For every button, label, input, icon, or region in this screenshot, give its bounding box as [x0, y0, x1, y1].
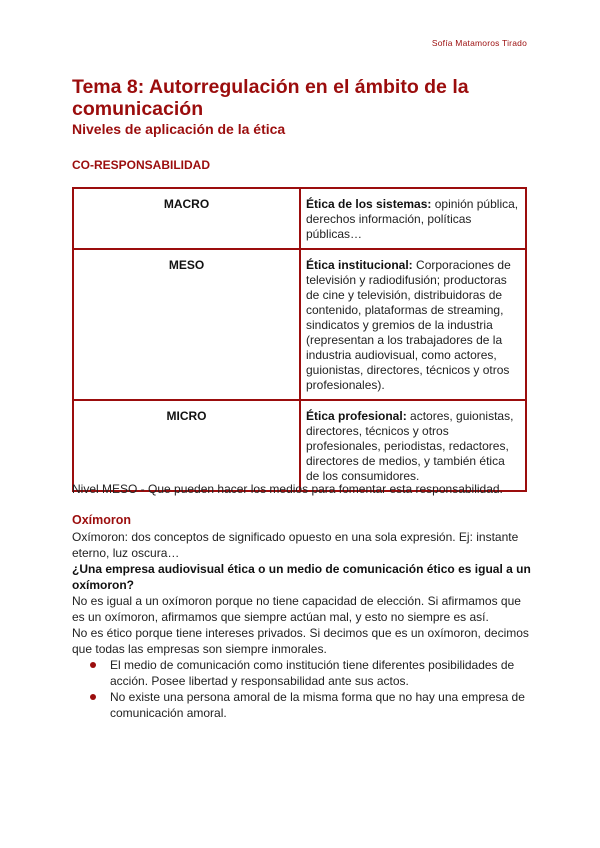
- page-title: Tema 8: Autorregulación en el ámbito de la comunicación: [72, 76, 469, 120]
- bullet-text: El medio de comunicación como institución tiene diferentes posibilidades de acción. Posee libertad y responsabilidad ante sus actos.: [110, 658, 515, 688]
- level-cell: [73, 400, 300, 491]
- table-row: [73, 249, 526, 400]
- oximoron-definition: Oxímoron: dos conceptos de significado opuesto en una sola expresión. Ej: instante eterno, luz oscura…: [72, 530, 519, 560]
- list-item: [72, 657, 532, 689]
- level-label: MESO: [168, 258, 205, 272]
- level-cell: [73, 188, 300, 249]
- level-description: Corporaciones de televisión y radiodifusión; productoras de cine y televisión, distribuidoras de contenido, plataformas de streaming, sindicatos y gremios de la industria (representan a los trabajadores de la industria audiovisual, como actores, guionistas, directores, técnicos y otros profesionales).: [306, 258, 511, 392]
- level-term: Ética de los sistemas:: [306, 197, 432, 211]
- level-description: opinión pública, derechos información, políticas públicas…: [306, 197, 519, 241]
- level-cell: [73, 249, 300, 400]
- oximoron-question: ¿Una empresa audiovisual ética o un medio de comunicación ético es igual a un oxímoron?: [72, 562, 531, 592]
- bullet-text: No existe una persona amoral de la misma forma que no hay una empresa de comunicación amoral.: [110, 690, 525, 720]
- list-item: [72, 689, 532, 721]
- oximoron-section: [72, 529, 532, 721]
- oximoron-answer-2: No es ético porque tiene intereses privados. Si decimos que es un oxímoron, decimos que todas las empresas son siempre inmorales.: [72, 626, 529, 656]
- level-term: Ética institucional:: [306, 258, 413, 272]
- section-heading: CO-RESPONSABILIDAD: [72, 158, 211, 172]
- page-subtitle: Niveles de aplicación de la ética: [72, 121, 286, 137]
- author-name: Sofía Matamoros Tirado: [431, 38, 527, 48]
- table-row: [73, 188, 526, 249]
- description-cell: [300, 188, 526, 249]
- bullet-dot-icon: [90, 662, 96, 668]
- ethics-levels-table: [72, 187, 527, 492]
- oximoron-answer-1: No es igual a un oxímoron porque no tiene capacidad de elección. Si afirmamos que es un oxímoron, afirmamos que siempre actúan mal, y esto no siempre es así.: [72, 594, 521, 624]
- bullet-dot-icon: [90, 694, 96, 700]
- oximoron-bullet-list: [72, 657, 532, 721]
- level-label: MICRO: [166, 409, 207, 423]
- level-term: Ética profesional:: [306, 409, 407, 423]
- level-description: actores, guionistas, directores, técnicos y otros profesionales, periodistas, redactores, directores de medios, y también ética de los consumidores.: [306, 409, 514, 483]
- oximoron-heading: Oxímoron: [72, 513, 132, 527]
- meso-note: Nivel MESO - Que pueden hacer los medios para fomentar esta responsabilidad.: [72, 482, 503, 496]
- level-label: MACRO: [163, 197, 210, 211]
- table-row: [73, 400, 526, 491]
- description-cell: [300, 249, 526, 400]
- description-cell: [300, 400, 526, 491]
